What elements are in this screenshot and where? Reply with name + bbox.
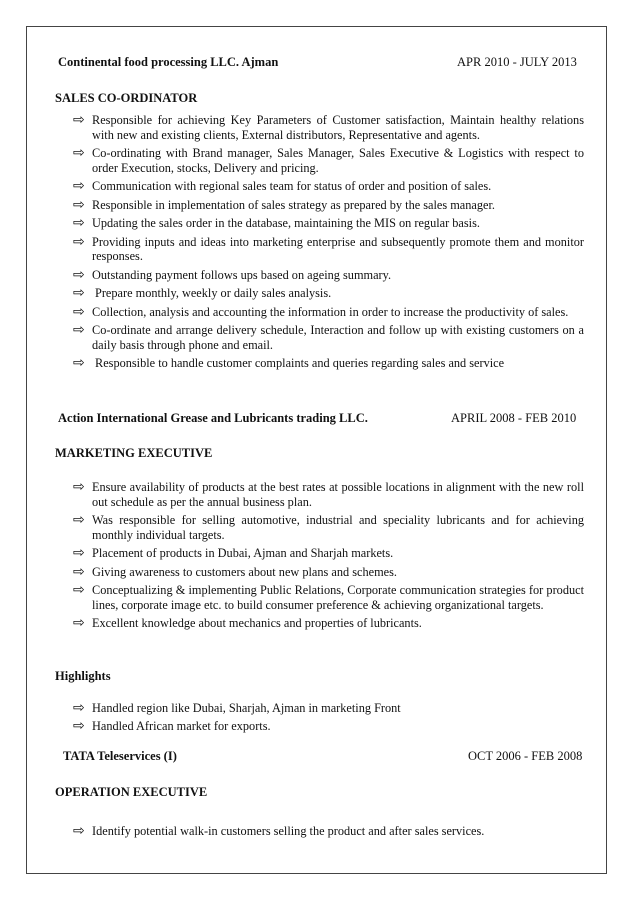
list-item: ⇨ Co-ordinate and arrange delivery schedule, Interaction and follow up with existing customers on a daily basis through phone and email. [73, 322, 584, 352]
list-item: ⇨ Identify potential walk-in customers selling the product and after sales services. [73, 823, 485, 839]
arrow-bullet-icon: ⇨ [73, 215, 85, 231]
arrow-bullet-icon: ⇨ [73, 355, 85, 371]
list-item: ⇨ Giving awareness to customers about new plans and schemes. [73, 563, 397, 580]
responsibility-list [27, 480, 606, 631]
list-item: ⇨ Ensure availability of products at the best rates at possible locations in alignment with the new roll out schedule as per the annual business plan. [73, 479, 584, 509]
list-item: ⇨ Conceptualizing & implementing Public Relations, Corporate communication strategies for product lines, corporate image etc. to build consumer preference & achieving organizational targets. [73, 582, 584, 612]
list-item: ⇨ Handled African market for exports. [73, 717, 271, 734]
arrow-bullet-icon: ⇨ [73, 285, 85, 301]
company-name: Continental food processing LLC. Ajman [58, 55, 279, 69]
arrow-bullet-icon: ⇨ [73, 563, 85, 580]
list-item: ⇨ Updating the sales order in the database, maintaining the MIS on regular basis. [73, 215, 480, 231]
list-item: ⇨ Collection, analysis and accounting the information in order to increase the productivity of sales. [73, 303, 569, 320]
company-name: TATA Teleservices (I) [63, 749, 177, 763]
company-name: Action International Grease and Lubricants trading LLC. [58, 411, 368, 425]
list-item: ⇨ Responsible for achieving Key Parameters of Customer satisfaction, Maintain healthy relations with new and existing clients, External distributors, Representative and agents. [73, 112, 584, 142]
employment-dates: OCT 2006 - FEB 2008 [468, 749, 583, 763]
resume-page [26, 26, 607, 874]
arrow-bullet-icon: ⇨ [73, 545, 85, 561]
arrow-bullet-icon: ⇨ [73, 717, 85, 734]
arrow-bullet-icon: ⇨ [73, 823, 85, 839]
list-item: ⇨ Prepare monthly, weekly or daily sales analysis. [73, 285, 332, 301]
arrow-bullet-icon: ⇨ [73, 196, 85, 213]
job-title: SALES CO-ORDINATOR [55, 91, 198, 105]
list-item: ⇨ Was responsible for selling automotive, industrial and speciality lubricants and for achieving monthly individual targets. [73, 512, 584, 542]
arrow-bullet-icon: ⇨ [73, 178, 85, 194]
responsibility-list [27, 113, 606, 371]
job-title: MARKETING EXECUTIVE [55, 446, 213, 460]
list-item: ⇨ Communication with regional sales team for status of order and position of sales. [73, 178, 492, 194]
highlights-list [27, 701, 606, 733]
list-item: ⇨ Placement of products in Dubai, Ajman and Sharjah markets. [73, 545, 394, 561]
list-item: ⇨ Responsible in implementation of sales strategy as prepared by the sales manager. [73, 196, 495, 213]
arrow-bullet-icon: ⇨ [73, 233, 85, 250]
employment-dates: APR 2010 - JULY 2013 [457, 55, 577, 69]
arrow-bullet-icon: ⇨ [73, 479, 85, 495]
list-item: ⇨ Responsible to handle customer complaints and queries regarding sales and service [73, 355, 505, 371]
arrow-bullet-icon: ⇨ [73, 303, 85, 320]
responsibility-list [27, 824, 606, 839]
arrow-bullet-icon: ⇨ [73, 266, 85, 283]
highlights-heading: Highlights [55, 669, 111, 683]
arrow-bullet-icon: ⇨ [73, 145, 85, 161]
arrow-bullet-icon: ⇨ [73, 582, 85, 598]
arrow-bullet-icon: ⇨ [73, 700, 85, 716]
arrow-bullet-icon: ⇨ [73, 322, 85, 338]
list-item: ⇨ Handled region like Dubai, Sharjah, Ajman in marketing Front [73, 700, 401, 716]
list-item: ⇨ Excellent knowledge about mechanics and properties of lubricants. [73, 615, 422, 631]
arrow-bullet-icon: ⇨ [73, 615, 85, 631]
arrow-bullet-icon: ⇨ [73, 112, 85, 128]
job-title: OPERATION EXECUTIVE [55, 785, 208, 799]
arrow-bullet-icon: ⇨ [73, 512, 85, 528]
list-item: ⇨ Outstanding payment follows ups based on ageing summary. [73, 266, 392, 283]
list-item: ⇨ Providing inputs and ideas into marketing enterprise and subsequently promote them and monitor responses. [73, 233, 584, 263]
employment-dates: APRIL 2008 - FEB 2010 [451, 411, 577, 425]
list-item: ⇨ Co-ordinating with Brand manager, Sales Manager, Sales Executive & Logistics with respect to order Execution, stocks, Delivery and pricing. [73, 145, 584, 175]
